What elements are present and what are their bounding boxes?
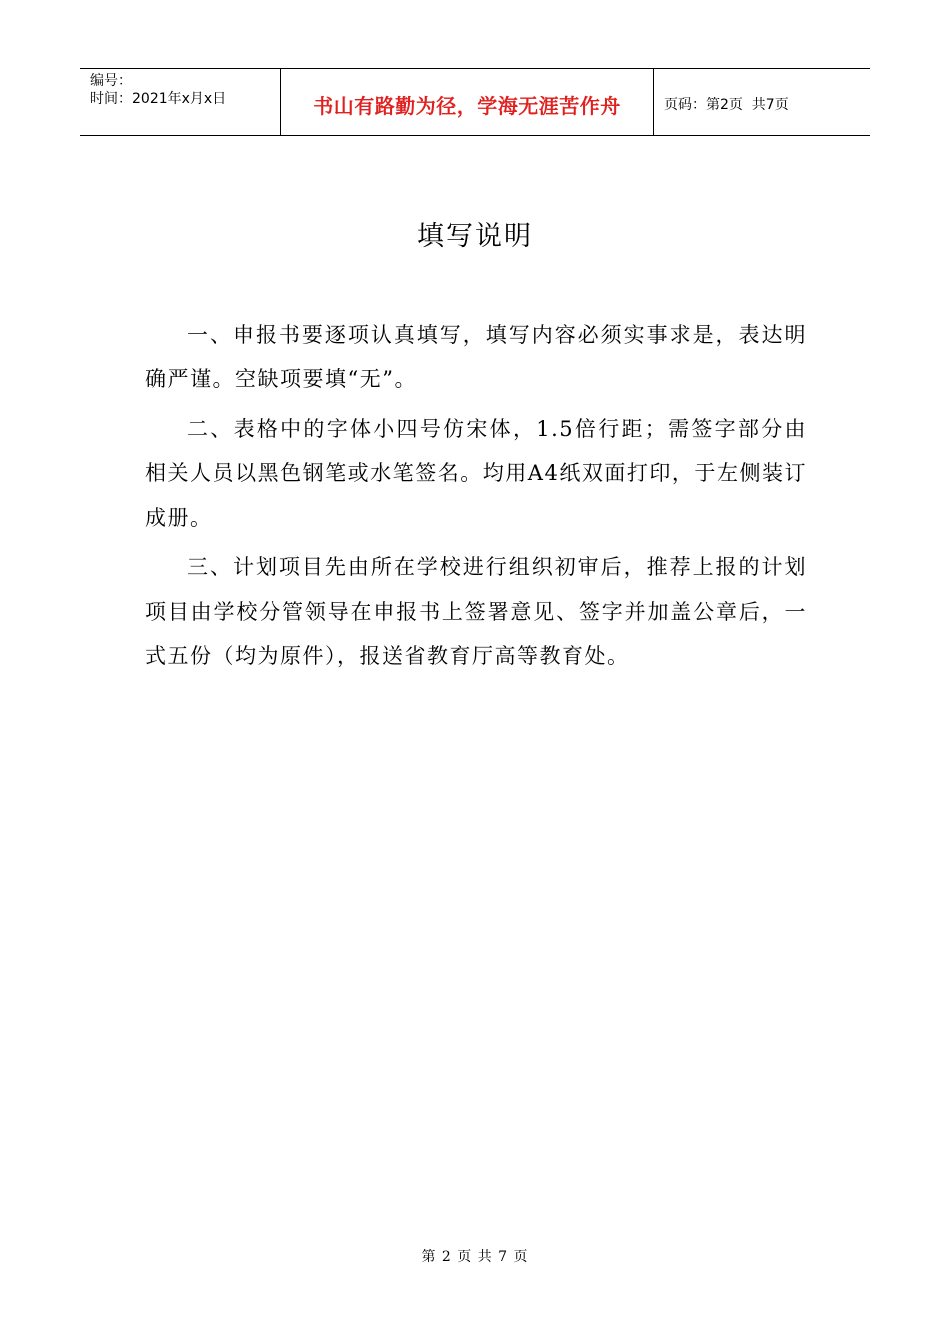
header-page-info xyxy=(654,69,870,135)
page-header xyxy=(80,68,870,136)
header-page-label: 页码：第2页 共7页 xyxy=(664,97,789,113)
header-motto: 书山有路勤为径，学海无涯苦作舟 xyxy=(281,69,654,135)
paragraph-1: 一、申报书要逐项认真填写，填写内容必须实事求是，表达明确严谨。空缺项要填“无”。 xyxy=(145,323,807,392)
header-number-label: 编号： xyxy=(90,73,132,89)
page-footer xyxy=(0,1246,950,1266)
footer-page-number: 第 2 页 共 7 页 xyxy=(421,1249,529,1265)
document-title: 填写说明 xyxy=(417,221,533,252)
document-body xyxy=(145,313,807,684)
paragraph-3: 三、计划项目先由所在学校进行组织初审后，推荐上报的计划项目由学校分管领导在申报书上签署意见、签字并加盖公章后，一式五份（均为原件），报送省教育厅高等教育处。 xyxy=(145,555,807,669)
header-time-label: 时间：2021年x月x日 xyxy=(90,91,227,107)
paragraph-2: 二、表格中的字体小四号仿宋体，1.5倍行距；需签字部分由相关人员以黑色钢笔或水笔签名。均用A4纸双面打印，于左侧装订成册。 xyxy=(145,417,807,530)
header-meta xyxy=(80,69,281,135)
